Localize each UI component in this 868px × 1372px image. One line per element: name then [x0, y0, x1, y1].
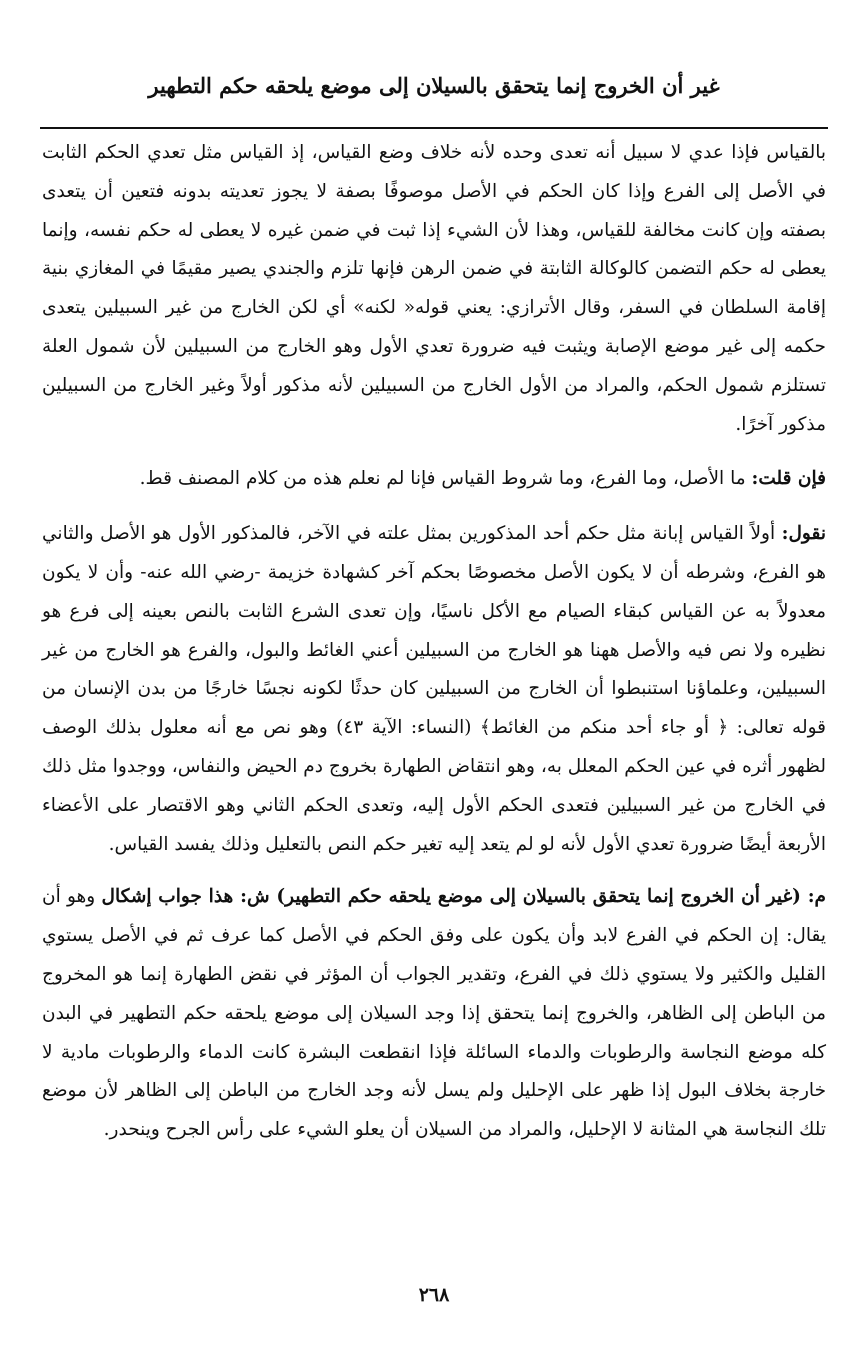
paragraph-3: [42, 515, 826, 864]
header-rule: [40, 127, 828, 129]
paragraph-4: [42, 878, 826, 1150]
running-header: غير أن الخروج إنما يتحقق بالسيلان إلى موضع يلحقه حكم التطهير: [148, 73, 720, 98]
paragraph-3-lead: نقول:: [781, 523, 826, 545]
paragraph-2-lead: فإن قلت:: [751, 468, 826, 490]
paragraph-2-text: ما الأصل، وما الفرع، وما شروط القياس فإنا لم نعلم هذه من كلام المصنف قط.: [139, 468, 746, 490]
paragraph-4-lead: م: (غير أن الخروج إنما يتحقق بالسيلان إلى موضع يلحقه حكم التطهير) ش: هذا جواب إشكال: [101, 886, 826, 908]
paragraph-2: [42, 460, 826, 499]
paragraph-1-text: بالقياس فإذا عدي لا سبيل أنه تعدى وحده لأنه خلاف وضع القياس، إذ القياس مثل تعدي الحكم الثابت في الأصل إلى الفرع وإذا كان الحكم في الأصل موصوفًا بصفة لا يجوز تعديته بدونه فتعين أن يتعدى بصفته وإن كانت مخالفة للقياس، وهذا لأن الشيء إذا ثبت في ضمن غيره لا يعطى له حكم نفسه، وإنما يعطى له حكم التضمن كالوكالة الثابتة في ضمن الرهن فإنها تلزم والجندي يصير مقيمًا في المغازي بنية إقامة السلطان في السفر، وقال الأترازي: يعني قوله« لكنه» أي لكن الخارج من غير السبيلين يتعدى حكمه إلى غير موضع الإصابة ويثبت فيه ضرورة تعدي الأول وهو الخارج من السبيلين لأن شمول العلة تستلزم شمول الحكم، والمراد من الأول الخارج من السبيلين لأنه مذكور أولاً وغير الخارج من السبيلين مذكور آخرًا.: [42, 142, 826, 435]
body-text: [42, 134, 826, 1150]
paragraph-4-text: وهو أن يقال: إن الحكم في الفرع لابد وأن يكون على وفق الحكم في الأصل كما عرف ثم في الأصل يستوي القليل والكثير ولا يستوي ذلك في الفرع، وتقدير الجواب أن المؤثر في نقض الطهارة إنما هو المخروج من الباطن إلى الظاهر، والخروج إنما يتحقق إذا وجد السيلان إلى موضع يلحقه حكم التطهير في البدن كله موضع النجاسة والرطوبات والدماء السائلة فإذا انقطعت البشرة كانت الدماء والرطوبات مادية لا خارجة بخلاف البول إذا ظهر على الإحليل ولم يسل لأنه وجد الخارج من الباطن إلى الظاهر لأن موضع تلك النجاسة هي المثانة لا الإحليل، والمراد من السيلان أن يعلو الشيء على رأس الجرح وينحدر.: [42, 886, 826, 1141]
paragraph-3-text: أولاً القياس إبانة مثل حكم أحد المذكورين بمثل علته في الآخر، فالمذكور الأول هو الأصل والثاني هو الفرع، وشرطه أن لا يكون الأصل مخصوصًا بحكم آخر كشهادة خزيمة -رضي الله عنه- وأن لا يكون معدولاً به عن القياس كبقاء الصيام مع الأكل ناسيًا، وإن تعدى الشرع الثابت بالنص بعينه إلى فرع هو نظيره ولا نص فيه والأصل ههنا هو الخارج من السبيلين أعني الغائط والبول، والفرع هو الخارج من غير السبيلين، وعلماؤنا استنبطوا أن الخارج من السبيلين كان حدثًا لكونه نجسًا خارجًا من بدن الإنسان من قوله تعالى: ﴿ أو جاء أحد منكم من الغائط﴾ (النساء: الآية ٤٣) وهو نص مع أنه معلول بذلك الوصف لظهور أثره في عين الحكم المعلل به، وهو انتقاض الطهارة بخروج دم الحيض والنفاس، ووجدوا مثل ذلك في الخارج من غير السبيلين فتعدى الحكم الأول إليه، وتعدى الحكم الثاني وهو الاقتصار على الأعضاء الأربعة أيضًا ضرورة تعدي الأول لأنه لو لم يتعد إليه تغير حكم النص بالتعليل وذلك يفسد القياس.: [42, 523, 826, 855]
page-number: ٢٦٨: [418, 1284, 450, 1306]
paragraph-1: [42, 134, 826, 444]
